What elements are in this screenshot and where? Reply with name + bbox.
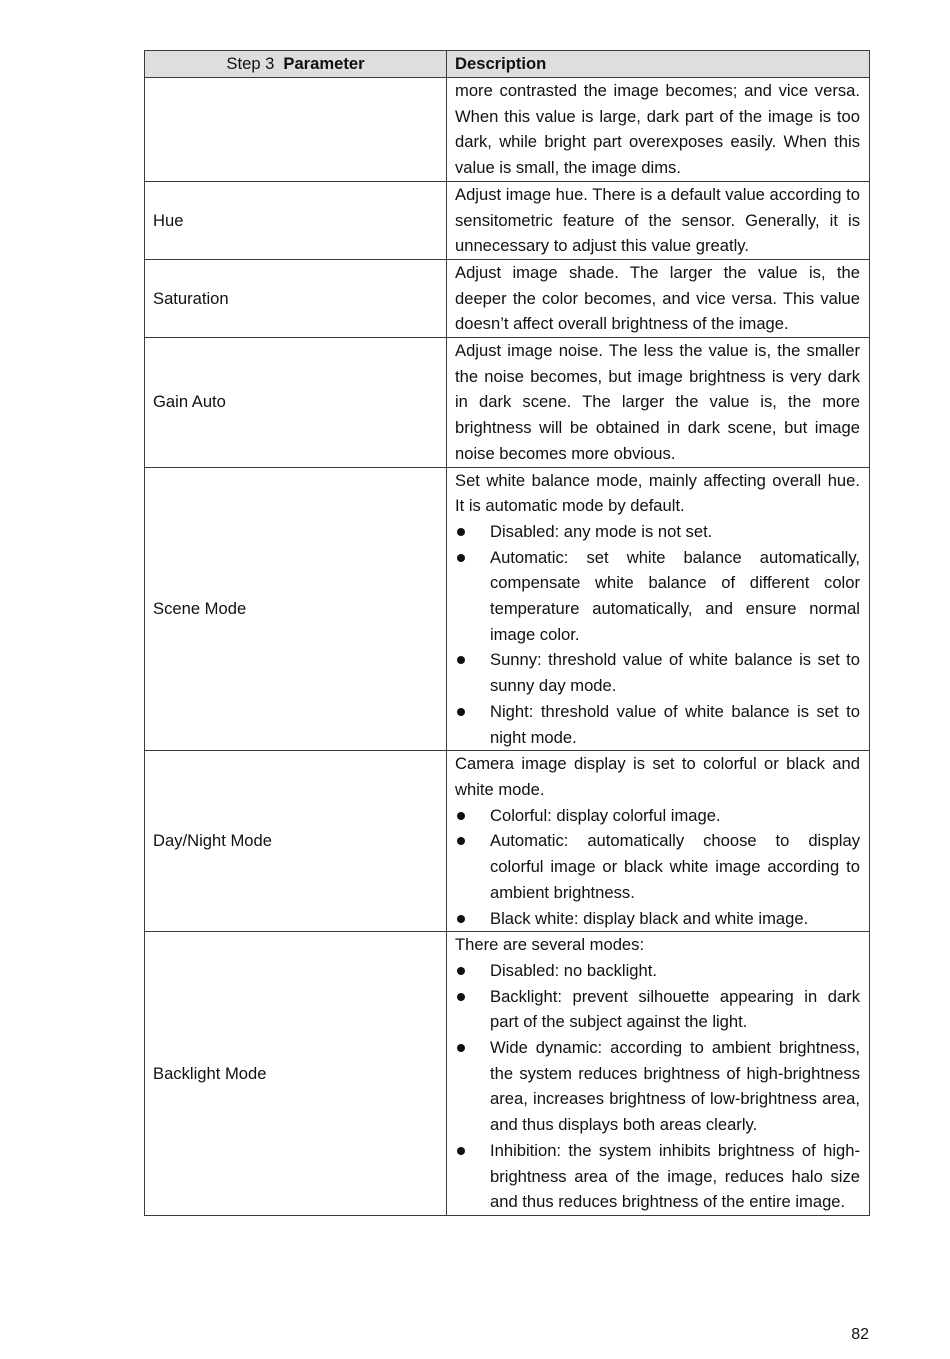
description-text: There are several modes: [455,935,645,955]
description-text: Adjust image hue. There is a default value according to sensitometric feature of the sensor. Generally, it is unnecessary to adjust this value greatly. [455,184,860,256]
parameter-description [447,181,870,259]
list-item: Automatic: automatically choose to display colorful image or black white image according to ambient brightness. [455,828,860,905]
table-header-row [145,51,870,78]
parameter-name: Saturation [145,259,447,337]
table-row [145,338,870,468]
table-row [145,932,870,1216]
parameter-name: Gain Auto [145,338,447,468]
description-text: Set white balance mode, mainly affecting overall hue. It is automatic mode by default. [455,470,860,516]
parameter-name [145,78,447,182]
parameter-description [447,751,870,932]
parameter-header-label: Parameter [283,54,365,74]
list-item: Wide dynamic: according to ambient brightness, the system reduces brightness of high-brightness area, increases brightness of low-brightness area, and thus displays both areas clearly. [455,1035,860,1138]
parameter-description [447,932,870,1216]
list-item: Inhibition: the system inhibits brightness of high-brightness area of the image, reduces halo size and thus reduces brightness of the entire image. [455,1138,860,1215]
parameter-description [447,338,870,468]
parameter-name: Day/Night Mode [145,751,447,932]
description-text: Camera image display is set to colorful or black and white mode. [455,754,860,799]
table-row [145,467,870,751]
table-row [145,78,870,182]
list-item: Backlight: prevent silhouette appearing in dark part of the subject against the light. [455,984,860,1035]
list-item: Black white: display black and white image. [455,906,860,932]
description-column-header: Description [447,51,870,78]
option-list [455,519,860,750]
list-item: Colorful: display colorful image. [455,803,860,829]
parameter-description [447,467,870,751]
description-text: more contrasted the image becomes; and vice versa. When this value is large, dark part of the image is too dark, while bright part overexposes easily. When this value is small, the image dims. [455,81,860,178]
list-item: Sunny: threshold value of white balance is set to sunny day mode. [455,647,860,698]
parameter-description [447,78,870,182]
option-list [455,803,860,932]
table-row [145,181,870,259]
step-label: Step 3 [226,54,275,74]
list-item: Disabled: no backlight. [455,958,860,984]
description-text: Adjust image noise. The less the value is, the smaller the noise becomes, but image brightness is very dark in dark scene. The larger the value is, the more brightness will be obtained in dark scene, but image noise becomes more obvious. [455,341,860,463]
parameter-column-header [145,51,447,78]
parameter-table [144,50,870,1216]
list-item: Disabled: any mode is not set. [455,519,860,545]
table-row [145,259,870,337]
parameter-name: Scene Mode [145,467,447,751]
list-item: Night: threshold value of white balance is set to night mode. [455,699,860,750]
description-text: Adjust image shade. The larger the value is, the deeper the color becomes, and vice versa. This value doesn’t affect overall brightness of the image. [455,262,860,334]
page-number: 82 [851,1326,869,1343]
table-row [145,751,870,932]
parameter-name: Backlight Mode [145,932,447,1216]
parameter-name: Hue [145,181,447,259]
parameter-description [447,259,870,337]
list-item: Automatic: set white balance automatically, compensate white balance of different color temperature automatically, and ensure normal image color. [455,545,860,648]
option-list [455,958,860,1215]
